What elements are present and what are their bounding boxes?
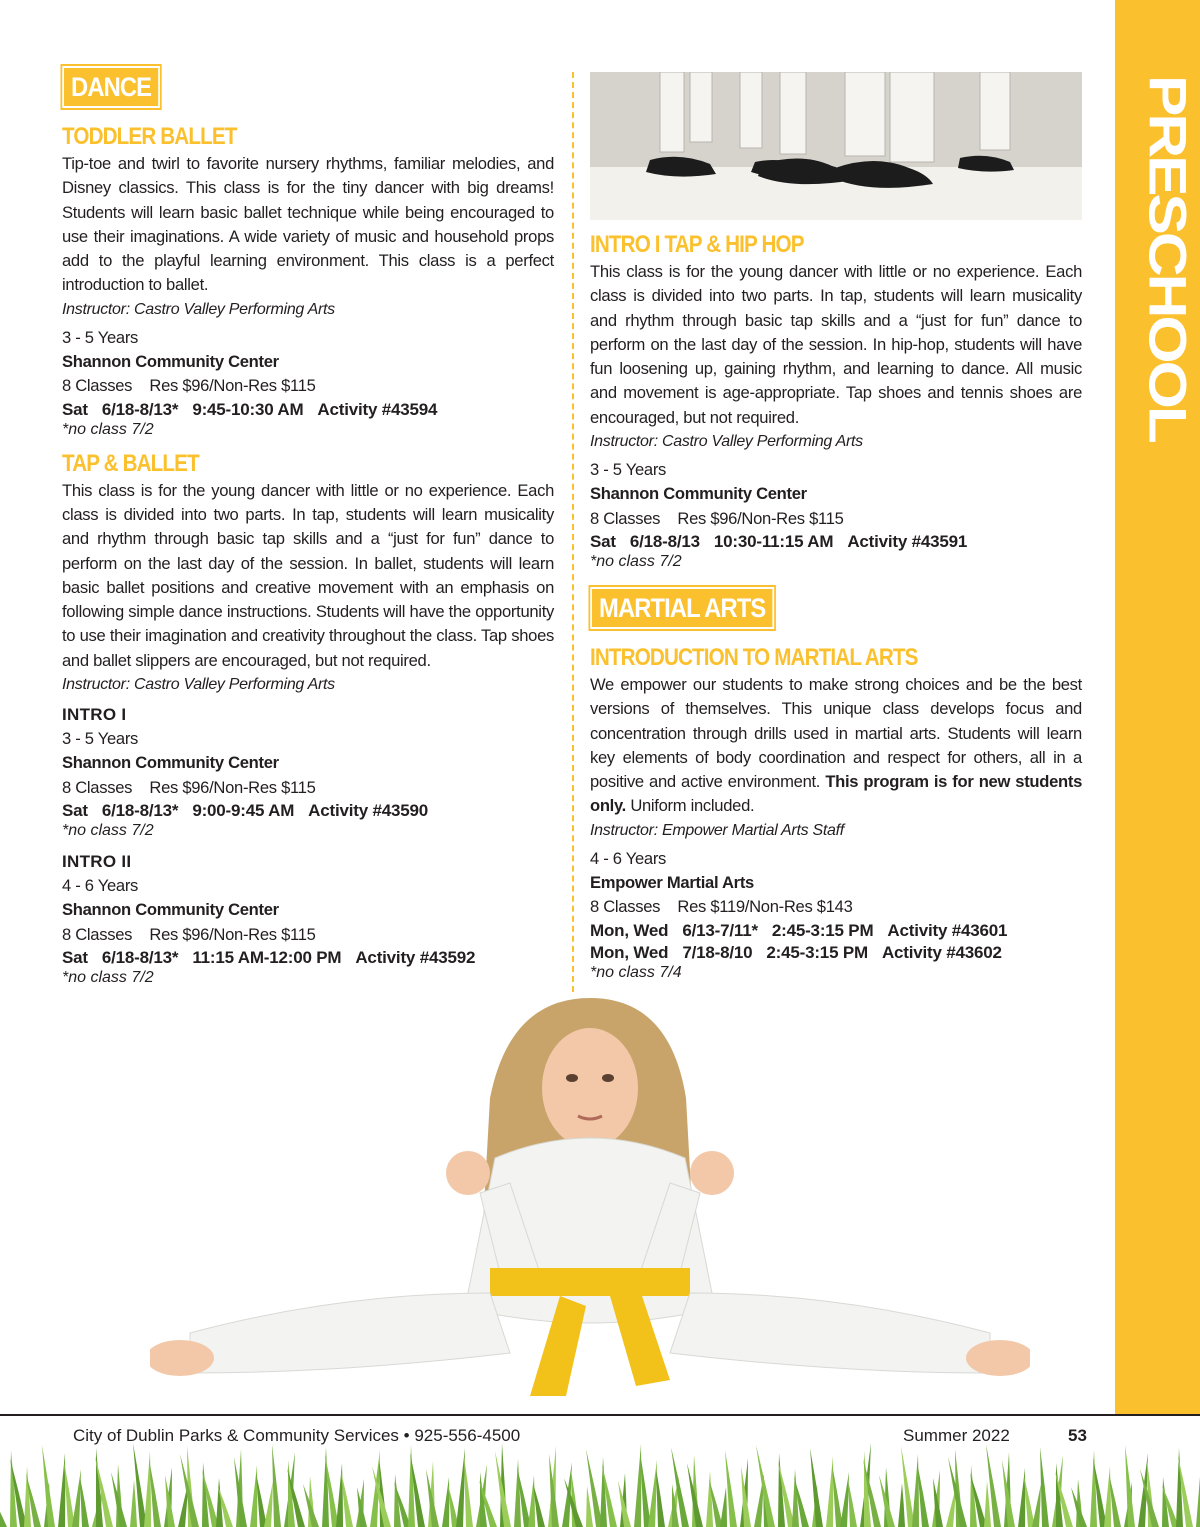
fees: 8 Classes Res $119/Non-Res $143 (590, 897, 853, 917)
grass-blade (256, 1473, 267, 1527)
class-title: TODDLER BALLET (62, 123, 237, 150)
schedule-dates: 6/13-7/11* (682, 920, 758, 940)
grass-blade (0, 1487, 7, 1527)
schedule-dates: 7/18-8/10 (682, 942, 753, 962)
class-title: INTRODUCTION TO MARTIAL ARTS (590, 643, 918, 671)
class-tap-hiphop (590, 230, 1082, 571)
grass-blade (336, 1463, 343, 1527)
tap-shoes-illustration (590, 72, 1082, 220)
grass-blade (72, 1469, 81, 1527)
schedule-note: *no class 7/2 (590, 552, 682, 570)
grass-blade (144, 1451, 151, 1527)
activity-number: Activity #43592 (355, 947, 476, 967)
class-description (590, 673, 1082, 819)
grass-blade (1040, 1447, 1049, 1527)
schedule-row (590, 942, 1082, 964)
section-heading-dance: DANCE (64, 68, 158, 106)
schedule-note: *no class 7/2 (62, 420, 154, 438)
schedule-day: Sat (62, 399, 88, 419)
left-column (62, 60, 554, 997)
location: Empower Martial Arts (590, 873, 754, 893)
fees: 8 Classes Res $96/Non-Res $115 (62, 376, 316, 396)
page-number: 53 (1068, 1426, 1087, 1445)
schedule-note: *no class 7/4 (590, 963, 682, 981)
activity-number: Activity #43590 (308, 800, 429, 820)
grass-blade (640, 1452, 651, 1527)
class-description: This class is for the young dancer with little or no experience. Each class is divided into two parts. In tap, students will learn musicality and rhythm through basic tap skills and a “just for fun” dance to perform on the last day of the session. In ballet, students will learn basic ballet positions and creative movement with an emphasis on following simple dance instructions. Students will have the opportunity to use their imagination and creativity throughout the class. Tap shoes and ballet slippers are encouraged, but not required. (62, 480, 554, 670)
age-range: 4 - 6 Years (590, 848, 667, 868)
schedule-time: 11:15 AM-12:00 PM (192, 947, 342, 967)
description-emphasis: This program is for new students only. (590, 772, 1083, 816)
activity-number: Activity #43594 (317, 399, 438, 419)
class-description: This class is for the young dancer with little or no experience. Each class is divided into two parts. In tap, students will learn musicality and rhythm through basic tap skills and a “just for fun” dance to perform on the last day of the session. In hip-hop, students will have fun loosening up, gaining rhythm, and learning to dance. All music and movement is age-appropriate. Tap shoes and tennis shoes are encouraged, but not required. (590, 262, 1082, 427)
grass-blade (984, 1481, 991, 1527)
grass-blade (810, 1448, 823, 1527)
schedule-dates: 6/18-8/13* (101, 399, 179, 419)
description-text: We empower our students to make strong choices and be the best versions of themselves. This unique class develops focus and concentration through drills used in martial arts. Students will learn key elements of body coordination and respect for others, all in a positive and active environment. (590, 674, 1082, 792)
location: Shannon Community Center (62, 352, 279, 372)
schedule-day: Sat (62, 947, 88, 967)
schedule-day: Sat (62, 800, 88, 820)
activity-number: Activity #43602 (881, 942, 1002, 962)
class-toddler-ballet (62, 122, 554, 439)
grass-blade (272, 1444, 281, 1527)
level-heading: INTRO II (62, 851, 132, 871)
class-title: TAP & BALLET (62, 449, 199, 477)
schedule-day: Mon, Wed (590, 942, 669, 962)
grass-blade (826, 1456, 833, 1527)
level-heading: INTRO I (62, 705, 127, 725)
schedule-row (590, 920, 1082, 942)
grass-blade (442, 1477, 449, 1527)
schedule-row (590, 531, 1082, 553)
schedule-time: 2:45-3:15 PM (771, 920, 874, 940)
class-description: Tip-toe and twirl to favorite nursery rhythms, familiar melodies, and Disney classics. This class is for the tiny dancer with big dreams! Students will learn basic ballet technique while being encouraged to use their imaginations. A wide variety of music and household props add to the playful learning environment. This class is a perfect introduction to ballet. (62, 154, 554, 295)
grass-blade (634, 1444, 641, 1527)
schedule-note: *no class 7/2 (62, 968, 154, 986)
grass-blade (80, 1477, 89, 1527)
side-section-label: PRESCHOOL (1137, 75, 1197, 441)
grass-blade (456, 1448, 465, 1527)
class-title: INTRO I TAP & HIP HOP (590, 231, 804, 258)
schedule-dates: 6/18-8/13* (101, 800, 179, 820)
footer-organization: City of Dublin Parks & Community Services • 925-556-4500 (73, 1426, 521, 1445)
grass-blade (1032, 1484, 1041, 1527)
section-heading-martial-arts: MARTIAL ARTS (592, 589, 772, 627)
schedule-time: 9:00-9:45 AM (192, 800, 295, 820)
class-instructor: Instructor: Castro Valley Performing Arts (62, 676, 335, 694)
grass-blade (130, 1480, 137, 1527)
grass-blade (58, 1453, 65, 1527)
description-tail: Uniform included. (630, 796, 755, 816)
grass-blade (648, 1460, 657, 1527)
schedule-dates: 6/18-8/13 (629, 531, 700, 551)
class-tap-ballet (62, 449, 554, 987)
class-intro-martial-arts (590, 643, 1082, 982)
age-range: 3 - 5 Years (590, 460, 667, 480)
grass-blade (848, 1480, 857, 1527)
tap-shoes-photo (590, 72, 1082, 220)
activity-number: Activity #43591 (847, 531, 968, 551)
grass-blade (720, 1487, 727, 1527)
grass-blade (840, 1472, 849, 1527)
grass-blade (898, 1483, 905, 1527)
fees: 8 Classes Res $96/Non-Res $115 (62, 924, 316, 944)
fees: 8 Classes Res $96/Non-Res $115 (62, 777, 316, 797)
grass-blade (656, 1468, 665, 1527)
schedule-note: *no class 7/2 (62, 821, 154, 839)
class-instructor: Instructor: Empower Martial Arts Staff (590, 821, 844, 839)
grass-blade (64, 1461, 75, 1527)
age-range: 3 - 5 Years (62, 327, 139, 347)
schedule-day: Sat (590, 531, 616, 551)
right-column (590, 72, 1082, 992)
grass-blade (912, 1454, 919, 1527)
age-range: 3 - 5 Years (62, 729, 139, 749)
martial-arts-child-photo (150, 998, 1030, 1400)
schedule-time: 9:45-10:30 AM (192, 399, 304, 419)
grass-blade (1104, 1466, 1111, 1527)
location: Shannon Community Center (62, 900, 279, 920)
grass-blade (832, 1464, 843, 1527)
schedule-time: 2:45-3:15 PM (766, 942, 868, 962)
age-range: 4 - 6 Years (62, 875, 139, 895)
schedule-time: 10:30-11:15 AM (713, 531, 834, 551)
class-instructor: Instructor: Castro Valley Performing Arts (62, 300, 335, 318)
grass-blade (464, 1456, 473, 1527)
grass-blade (528, 1475, 535, 1527)
grass-blade (1196, 1464, 1200, 1527)
location: Shannon Community Center (590, 484, 807, 504)
class-instructor: Instructor: Castro Valley Performing Arts (590, 433, 863, 451)
grass-border (0, 1440, 1200, 1527)
grass-blade (1024, 1476, 1035, 1527)
footer-rule (0, 1414, 1200, 1416)
schedule-row (62, 947, 554, 969)
footer-season: Summer 2022 (903, 1426, 1010, 1445)
location: Shannon Community Center (62, 753, 279, 773)
schedule-dates: 6/18-8/13* (101, 947, 179, 967)
grass-blade (42, 1445, 55, 1527)
column-divider (572, 72, 574, 992)
schedule-row (62, 800, 554, 822)
fees: 8 Classes Res $96/Non-Res $115 (590, 508, 844, 528)
schedule-day: Mon, Wed (590, 920, 669, 940)
schedule-row (62, 399, 554, 421)
grass-blade (264, 1481, 273, 1527)
activity-number: Activity #43601 (887, 920, 1008, 940)
